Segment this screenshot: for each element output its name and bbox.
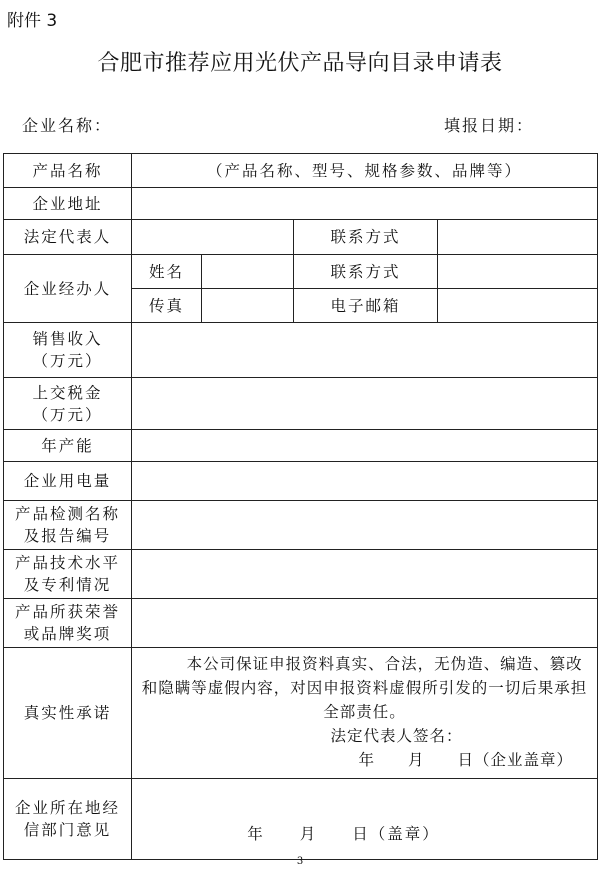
row-opinion bbox=[4, 779, 598, 860]
handler-fax-label: 传真 bbox=[132, 289, 202, 323]
handler-fax-field[interactable] bbox=[202, 289, 294, 323]
application-form-table bbox=[3, 153, 598, 860]
row-legal-rep bbox=[4, 220, 598, 255]
handler-contact-label: 联系方式 bbox=[294, 255, 438, 289]
handler-email-field[interactable] bbox=[438, 289, 598, 323]
row-honor bbox=[4, 599, 598, 648]
pledge-text: 本公司保证申报资料真实、合法，无伪造、编造、篡改和隐瞒等虚假内容，对因申报资料虚假所引发的一切后果承担全部责任。 bbox=[141, 655, 588, 721]
row-capacity bbox=[4, 430, 598, 462]
tax-label-line2: （万元） bbox=[32, 405, 103, 424]
test-field[interactable] bbox=[132, 501, 598, 550]
handler-name-label: 姓名 bbox=[132, 255, 202, 289]
power-field[interactable] bbox=[132, 462, 598, 501]
row-handler-name bbox=[4, 255, 598, 289]
tech-label-line1: 产品技术水平 bbox=[14, 554, 120, 572]
attachment-label: 附件 3 bbox=[7, 11, 58, 31]
honor-label-line1: 产品所获荣誉 bbox=[14, 603, 120, 621]
product-name-hint[interactable]: （产品名称、型号、规格参数、品牌等） bbox=[132, 154, 598, 188]
tax-label-line1: 上交税金 bbox=[32, 383, 103, 402]
opinion-label bbox=[4, 779, 132, 860]
opinion-date[interactable]: 年 月 日（盖章） bbox=[132, 779, 598, 860]
row-address bbox=[4, 188, 598, 220]
tech-label-line2: 及专利情况 bbox=[23, 576, 112, 594]
legal-rep-contact-field[interactable] bbox=[438, 220, 598, 255]
legal-rep-contact-label: 联系方式 bbox=[294, 220, 438, 255]
row-sales bbox=[4, 323, 598, 378]
address-field[interactable] bbox=[132, 188, 598, 220]
opinion-label-line2: 信部门意见 bbox=[23, 821, 112, 839]
row-test bbox=[4, 501, 598, 550]
pledge-date: 年 月 日（企业盖章） bbox=[358, 751, 574, 769]
tax-label bbox=[4, 378, 132, 430]
pledge-cell bbox=[132, 648, 598, 779]
company-name-label: 企业名称： bbox=[22, 116, 113, 135]
page-number: 3 bbox=[296, 856, 304, 867]
tax-field[interactable] bbox=[132, 378, 598, 430]
sales-label bbox=[4, 323, 132, 378]
row-authenticity bbox=[4, 648, 598, 779]
opinion-label-line1: 企业所在地经 bbox=[14, 799, 120, 817]
power-label: 企业用电量 bbox=[4, 462, 132, 501]
honor-field[interactable] bbox=[132, 599, 598, 648]
capacity-field[interactable] bbox=[132, 430, 598, 462]
sales-label-line2: （万元） bbox=[32, 352, 103, 370]
form-title: 合肥市推荐应用光伏产品导向目录申请表 bbox=[97, 51, 503, 76]
test-label bbox=[4, 501, 132, 550]
row-tech bbox=[4, 550, 598, 599]
tech-label bbox=[4, 550, 132, 599]
row-product-name bbox=[4, 154, 598, 188]
fill-date-label: 填报日期： bbox=[444, 116, 535, 135]
address-label: 企业地址 bbox=[4, 188, 132, 220]
handler-email-label: 电子邮箱 bbox=[294, 289, 438, 323]
legal-rep-field[interactable] bbox=[132, 220, 294, 255]
product-name-label: 产品名称 bbox=[4, 154, 132, 188]
authenticity-label: 真实性承诺 bbox=[4, 648, 132, 779]
handler-label: 企业经办人 bbox=[4, 255, 132, 323]
row-power bbox=[4, 462, 598, 501]
pledge-signature-label: 法定代表人签名： bbox=[330, 727, 463, 745]
test-label-line2: 及报告编号 bbox=[23, 527, 112, 545]
capacity-label: 年产能 bbox=[4, 430, 132, 462]
honor-label bbox=[4, 599, 132, 648]
handler-name-field[interactable] bbox=[202, 255, 294, 289]
tech-field[interactable] bbox=[132, 550, 598, 599]
row-tax bbox=[4, 378, 598, 430]
sales-label-line1: 销售收入 bbox=[32, 330, 103, 348]
test-label-line1: 产品检测名称 bbox=[14, 505, 120, 523]
sales-field[interactable] bbox=[132, 323, 598, 378]
handler-contact-field[interactable] bbox=[438, 255, 598, 289]
honor-label-line2: 或品牌奖项 bbox=[23, 625, 112, 643]
legal-rep-label: 法定代表人 bbox=[4, 220, 132, 255]
